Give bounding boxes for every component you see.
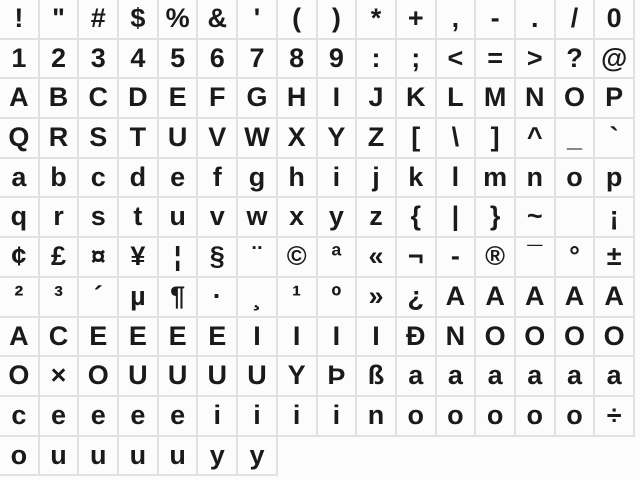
glyph-cell[interactable]: w	[238, 198, 278, 238]
glyph-cell[interactable]: $	[119, 0, 159, 40]
glyph-row	[0, 318, 640, 358]
glyph-row	[0, 119, 640, 159]
glyph-cell[interactable]: o	[476, 397, 516, 437]
glyph-cell[interactable]: I	[318, 318, 358, 358]
glyph-cell[interactable]: o	[437, 397, 477, 437]
glyph-cell[interactable]: ´	[79, 278, 119, 318]
glyph-cell[interactable]: b	[40, 159, 80, 199]
glyph-cell[interactable]: %	[159, 0, 199, 40]
glyph-row	[0, 159, 640, 199]
glyph-cell[interactable]: S	[79, 119, 119, 159]
glyph-cell[interactable]: 0	[595, 0, 635, 40]
glyph-cell[interactable]: a	[476, 357, 516, 397]
glyph-cell[interactable]: ¶	[159, 278, 199, 318]
glyph-cell[interactable]: !	[0, 0, 40, 40]
glyph-cell[interactable]: C	[79, 79, 119, 119]
glyph-cell[interactable]: T	[119, 119, 159, 159]
glyph-cell[interactable]: A	[0, 318, 40, 358]
glyph-cell[interactable]: A	[516, 278, 556, 318]
glyph-cell[interactable]: y	[318, 198, 358, 238]
glyph-cell[interactable]: g	[238, 159, 278, 199]
glyph-cell[interactable]: °	[556, 238, 596, 278]
glyph-cell[interactable]: /	[556, 0, 596, 40]
glyph-cell[interactable]: u	[40, 437, 80, 477]
glyph-cell[interactable]: l	[437, 159, 477, 199]
glyph-cell[interactable]: ¿	[397, 278, 437, 318]
glyph-cell[interactable]: £	[40, 238, 80, 278]
glyph-cell[interactable]: W	[238, 119, 278, 159]
glyph-cell[interactable]: ©	[278, 238, 318, 278]
glyph-cell[interactable]: 6	[198, 40, 238, 80]
glyph-cell[interactable]: ¤	[79, 238, 119, 278]
glyph-cell[interactable]: I	[238, 318, 278, 358]
glyph-cell[interactable]: O	[556, 318, 596, 358]
glyph-cell[interactable]	[556, 198, 596, 238]
glyph-cell[interactable]: 9	[318, 40, 358, 80]
glyph-cell[interactable]: º	[318, 278, 358, 318]
glyph-cell[interactable]: )	[318, 0, 358, 40]
glyph-cell[interactable]: q	[0, 198, 40, 238]
glyph-cell[interactable]: N	[437, 318, 477, 358]
glyph-cell[interactable]: L	[437, 79, 477, 119]
glyph-cell[interactable]: Y	[278, 357, 318, 397]
glyph-cell[interactable]: ª	[318, 238, 358, 278]
glyph-cell[interactable]: "	[40, 0, 80, 40]
glyph-cell[interactable]: ¦	[159, 238, 199, 278]
glyph-cell[interactable]: ®	[476, 238, 516, 278]
glyph-cell[interactable]: 4	[119, 40, 159, 80]
glyph-row	[0, 40, 640, 80]
glyph-cell[interactable]: }	[476, 198, 516, 238]
glyph-cell[interactable]: ±	[595, 238, 635, 278]
glyph-cell[interactable]: o	[397, 397, 437, 437]
glyph-cell[interactable]: >	[516, 40, 556, 80]
glyph-cell[interactable]: U	[159, 357, 199, 397]
glyph-cell[interactable]: u	[159, 198, 199, 238]
glyph-cell[interactable]: h	[278, 159, 318, 199]
glyph-cell[interactable]: A	[0, 79, 40, 119]
glyph-cell[interactable]: e	[159, 397, 199, 437]
glyph-cell[interactable]: ß	[357, 357, 397, 397]
glyph-cell[interactable]: \	[437, 119, 477, 159]
glyph-cell[interactable]: K	[397, 79, 437, 119]
glyph-cell[interactable]: Z	[357, 119, 397, 159]
glyph-cell[interactable]: O	[556, 79, 596, 119]
glyph-cell[interactable]: {	[397, 198, 437, 238]
glyph-cell[interactable]: ;	[397, 40, 437, 80]
glyph-cell[interactable]: e	[119, 397, 159, 437]
glyph-cell[interactable]: Y	[318, 119, 358, 159]
glyph-cell[interactable]: P	[595, 79, 635, 119]
glyph-cell[interactable]: A	[437, 278, 477, 318]
glyph-cell[interactable]: »	[357, 278, 397, 318]
glyph-cell[interactable]: A	[476, 278, 516, 318]
glyph-cell[interactable]: |	[437, 198, 477, 238]
glyph-cell[interactable]: 5	[159, 40, 199, 80]
glyph-cell[interactable]: A	[595, 278, 635, 318]
glyph-cell[interactable]: *	[357, 0, 397, 40]
glyph-cell[interactable]: o	[556, 159, 596, 199]
glyph-cell[interactable]: O	[516, 318, 556, 358]
glyph-cell[interactable]: 3	[79, 40, 119, 80]
glyph-cell[interactable]: Þ	[318, 357, 358, 397]
glyph-cell[interactable]: v	[198, 198, 238, 238]
glyph-cell[interactable]: ³	[40, 278, 80, 318]
glyph-cell[interactable]: `	[595, 119, 635, 159]
glyph-cell[interactable]: k	[397, 159, 437, 199]
glyph-cell[interactable]: ¡	[595, 198, 635, 238]
glyph-cell[interactable]: ¹	[278, 278, 318, 318]
glyph-cell[interactable]: E	[159, 79, 199, 119]
glyph-cell[interactable]: [	[397, 119, 437, 159]
glyph-cell[interactable]: N	[516, 79, 556, 119]
glyph-cell[interactable]: i	[318, 159, 358, 199]
glyph-cell[interactable]: o	[516, 397, 556, 437]
glyph-cell[interactable]: §	[198, 238, 238, 278]
glyph-cell[interactable]: ¢	[0, 238, 40, 278]
glyph-cell[interactable]: D	[119, 79, 159, 119]
glyph-cell[interactable]: <	[437, 40, 477, 80]
glyph-cell[interactable]: c	[79, 159, 119, 199]
glyph-cell[interactable]: (	[278, 0, 318, 40]
glyph-cell[interactable]: U	[198, 357, 238, 397]
glyph-cell[interactable]: .	[516, 0, 556, 40]
glyph-cell[interactable]: E	[79, 318, 119, 358]
glyph-cell[interactable]: U	[159, 119, 199, 159]
glyph-cell[interactable]: ¸	[238, 278, 278, 318]
glyph-cell[interactable]: r	[40, 198, 80, 238]
glyph-cell[interactable]: +	[397, 0, 437, 40]
glyph-cell[interactable]: V	[198, 119, 238, 159]
glyph-cell[interactable]: i	[238, 397, 278, 437]
glyph-cell[interactable]: m	[476, 159, 516, 199]
glyph-cell[interactable]: i	[278, 397, 318, 437]
glyph-cell[interactable]: ²	[0, 278, 40, 318]
glyph-cell[interactable]: x	[278, 198, 318, 238]
glyph-row	[0, 79, 640, 119]
glyph-cell[interactable]: d	[119, 159, 159, 199]
glyph-cell[interactable]: µ	[119, 278, 159, 318]
glyph-cell[interactable]: a	[595, 357, 635, 397]
glyph-cell[interactable]: G	[238, 79, 278, 119]
glyph-cell[interactable]: ¯	[516, 238, 556, 278]
glyph-cell[interactable]: I	[318, 79, 358, 119]
glyph-cell[interactable]: y	[198, 437, 238, 477]
glyph-cell[interactable]: a	[556, 357, 596, 397]
glyph-cell[interactable]: @	[595, 40, 635, 80]
glyph-cell[interactable]: O	[595, 318, 635, 358]
glyph-cell[interactable]: '	[238, 0, 278, 40]
glyph-cell[interactable]: ?	[556, 40, 596, 80]
glyph-cell[interactable]: -	[437, 238, 477, 278]
glyph-cell[interactable]: 7	[238, 40, 278, 80]
glyph-cell[interactable]: #	[79, 0, 119, 40]
glyph-cell[interactable]: &	[198, 0, 238, 40]
glyph-cell[interactable]: u	[79, 437, 119, 477]
glyph-cell[interactable]: f	[198, 159, 238, 199]
glyph-cell[interactable]: a	[437, 357, 477, 397]
glyph-cell[interactable]: I	[278, 318, 318, 358]
glyph-cell[interactable]: -	[476, 0, 516, 40]
glyph-cell[interactable]: ]	[476, 119, 516, 159]
glyph-cell[interactable]: X	[278, 119, 318, 159]
glyph-cell[interactable]: «	[357, 238, 397, 278]
glyph-cell[interactable]: M	[476, 79, 516, 119]
glyph-cell[interactable]: H	[278, 79, 318, 119]
glyph-cell[interactable]: ^	[516, 119, 556, 159]
glyph-cell[interactable]: 2	[40, 40, 80, 80]
glyph-cell[interactable]: E	[198, 318, 238, 358]
glyph-cell[interactable]: U	[119, 357, 159, 397]
glyph-cell[interactable]: n	[357, 397, 397, 437]
glyph-cell[interactable]: ~	[516, 198, 556, 238]
glyph-cell[interactable]: Ð	[397, 318, 437, 358]
glyph-cell[interactable]: E	[119, 318, 159, 358]
glyph-cell[interactable]: j	[357, 159, 397, 199]
glyph-cell[interactable]: B	[40, 79, 80, 119]
glyph-cell[interactable]: U	[238, 357, 278, 397]
glyph-cell[interactable]: o	[556, 397, 596, 437]
glyph-row	[0, 238, 640, 278]
glyph-cell[interactable]: =	[476, 40, 516, 80]
glyph-row	[0, 278, 640, 318]
glyph-cell[interactable]: Q	[0, 119, 40, 159]
glyph-cell[interactable]: :	[357, 40, 397, 80]
glyph-cell[interactable]: ,	[437, 0, 477, 40]
glyph-cell[interactable]: u	[159, 437, 199, 477]
glyph-row	[0, 198, 640, 238]
glyph-cell[interactable]: O	[476, 318, 516, 358]
glyph-cell[interactable]: e	[79, 397, 119, 437]
glyph-cell[interactable]: o	[0, 437, 40, 477]
glyph-cell[interactable]: ·	[198, 278, 238, 318]
glyph-cell[interactable]: e	[159, 159, 199, 199]
glyph-cell[interactable]: E	[159, 318, 199, 358]
glyph-cell[interactable]: J	[357, 79, 397, 119]
glyph-cell[interactable]: O	[0, 357, 40, 397]
glyph-cell[interactable]: a	[516, 357, 556, 397]
glyph-row	[0, 0, 640, 40]
glyph-cell[interactable]: R	[40, 119, 80, 159]
glyph-cell[interactable]: ¥	[119, 238, 159, 278]
glyph-cell[interactable]: i	[318, 397, 358, 437]
glyph-cell[interactable]: F	[198, 79, 238, 119]
glyph-cell[interactable]: ÷	[595, 397, 635, 437]
glyph-row	[0, 397, 640, 437]
glyph-cell[interactable]: _	[556, 119, 596, 159]
glyph-cell[interactable]: A	[556, 278, 596, 318]
glyph-cell[interactable]: a	[0, 159, 40, 199]
glyph-cell[interactable]: 1	[0, 40, 40, 80]
glyph-cell[interactable]: c	[0, 397, 40, 437]
glyph-cell[interactable]: C	[40, 318, 80, 358]
glyph-cell[interactable]: u	[119, 437, 159, 477]
glyph-cell[interactable]: 8	[278, 40, 318, 80]
glyph-cell[interactable]: y	[238, 437, 278, 477]
glyph-cell[interactable]: O	[79, 357, 119, 397]
glyph-row	[0, 357, 640, 397]
glyph-cell[interactable]: t	[119, 198, 159, 238]
glyph-cell[interactable]: p	[595, 159, 635, 199]
glyph-cell[interactable]: ¬	[397, 238, 437, 278]
glyph-row	[0, 437, 640, 477]
glyph-cell[interactable]: a	[397, 357, 437, 397]
glyph-cell[interactable]: s	[79, 198, 119, 238]
glyph-cell[interactable]: z	[357, 198, 397, 238]
glyph-cell[interactable]: ¨	[238, 238, 278, 278]
glyph-cell[interactable]: ×	[40, 357, 80, 397]
glyph-cell[interactable]: i	[198, 397, 238, 437]
glyph-cell[interactable]: e	[40, 397, 80, 437]
glyph-cell[interactable]: I	[357, 318, 397, 358]
glyph-cell[interactable]: n	[516, 159, 556, 199]
